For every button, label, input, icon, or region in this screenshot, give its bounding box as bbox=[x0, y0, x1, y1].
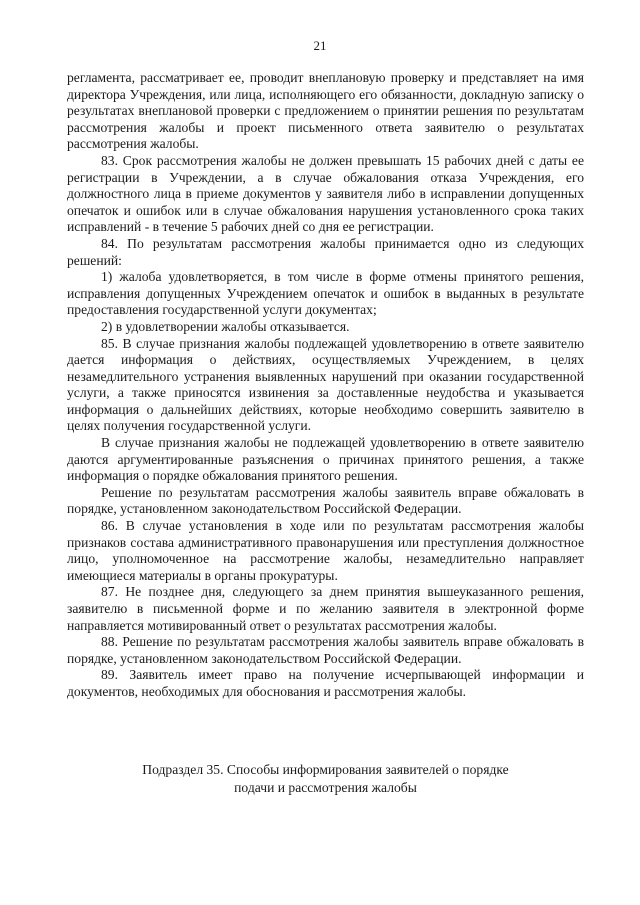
paragraph-83: 83. Срок рассмотрения жалобы не должен превышать 15 рабочих дней с даты ее регистрации в Учреждении, а в случае обжалования отказа Учреждения, его должностного лица в приеме документов у заявителя либо в исправлении допущенных опечаток и ошибок или в случае обжалования нарушения установленного срока таких исправлений - в течение 5 рабочих дней со дня ее регистрации. bbox=[67, 152, 584, 235]
paragraph-88: 88. Решение по результатам рассмотрения жалобы заявитель вправе обжаловать в порядке, установленном законодательством Российской Федерации. bbox=[67, 634, 584, 666]
paragraph-84-item-2: 2) в удовлетворении жалобы отказывается. bbox=[101, 318, 350, 334]
paragraph-continuation: регламента, рассматривает ее, проводит внеплановую проверку и представляет на имя директора Учреждения, или лица, исполняющего его обязанности, докладную записку о результатах внеплановой проверки с предложением о принятии решения по результатам рассмотрения жалобы и проект письменного ответа заявителю о результатах рассмотрения жалобы. bbox=[67, 70, 584, 152]
paragraph-87: 87. Не позднее дня, следующего за днем принятия вышеуказанного решения, заявителю в письменной форме и по желанию заявителя в электронной форме направляется мотивированный ответ о результатах рассмотрения жалобы. bbox=[67, 584, 584, 633]
subsection-heading-line-2: подачи и рассмотрения жалобы bbox=[234, 780, 417, 795]
paragraph-84: 84. По результатам рассмотрения жалобы принимается одно из следующих решений: bbox=[67, 235, 584, 268]
paragraph-85: 85. В случае признания жалобы подлежащей удовлетворению в ответе заявителю дается информация о действиях, осуществляемых Учреждением, в целях незамедлительного устранения выявленных нарушений при оказании государственной услуги, а также приносятся извинения за доставленные неудобства и указывается информация о дальнейших действиях, которые необходимо совершить заявителю в целях получения государственной услуги. bbox=[67, 335, 584, 434]
page-number: 21 bbox=[313, 38, 327, 53]
document-body bbox=[67, 70, 584, 701]
paragraph-89: 89. Заявитель имеет право на получение исчерпывающей информации и документов, необходимых для обоснования и рассмотрения жалобы. bbox=[67, 667, 584, 699]
paragraph-85-refusal: В случае признания жалобы не подлежащей удовлетворению в ответе заявителю даются аргументированные разъяснения о причинах принятого решения, а также информация о порядке обжалования принятого решения. bbox=[67, 435, 584, 484]
subsection-heading-line-1: Подраздел 35. Способы информирования заявителей о порядке bbox=[142, 762, 509, 777]
paragraph-86: 86. В случае установления в ходе или по результатам рассмотрения жалобы признаков состава административного правонарушения или преступления должностное лицо, уполномоченное на рассмотрение жалобы, незамедлительно направляет имеющиеся материалы в органы прокуратуры. bbox=[67, 518, 584, 583]
paragraph-85-appeal: Решение по результатам рассмотрения жалобы заявитель вправе обжаловать в порядке, установленном законодательством Российской Федерации. bbox=[67, 484, 584, 517]
subsection-heading bbox=[67, 761, 584, 797]
paragraph-84-item-1: 1) жалоба удовлетворяется, в том числе в форме отмены принятого решения, исправления допущенных Учреждением опечаток и ошибок в выданных в результате предоставления государственной услуги документах; bbox=[67, 269, 584, 318]
